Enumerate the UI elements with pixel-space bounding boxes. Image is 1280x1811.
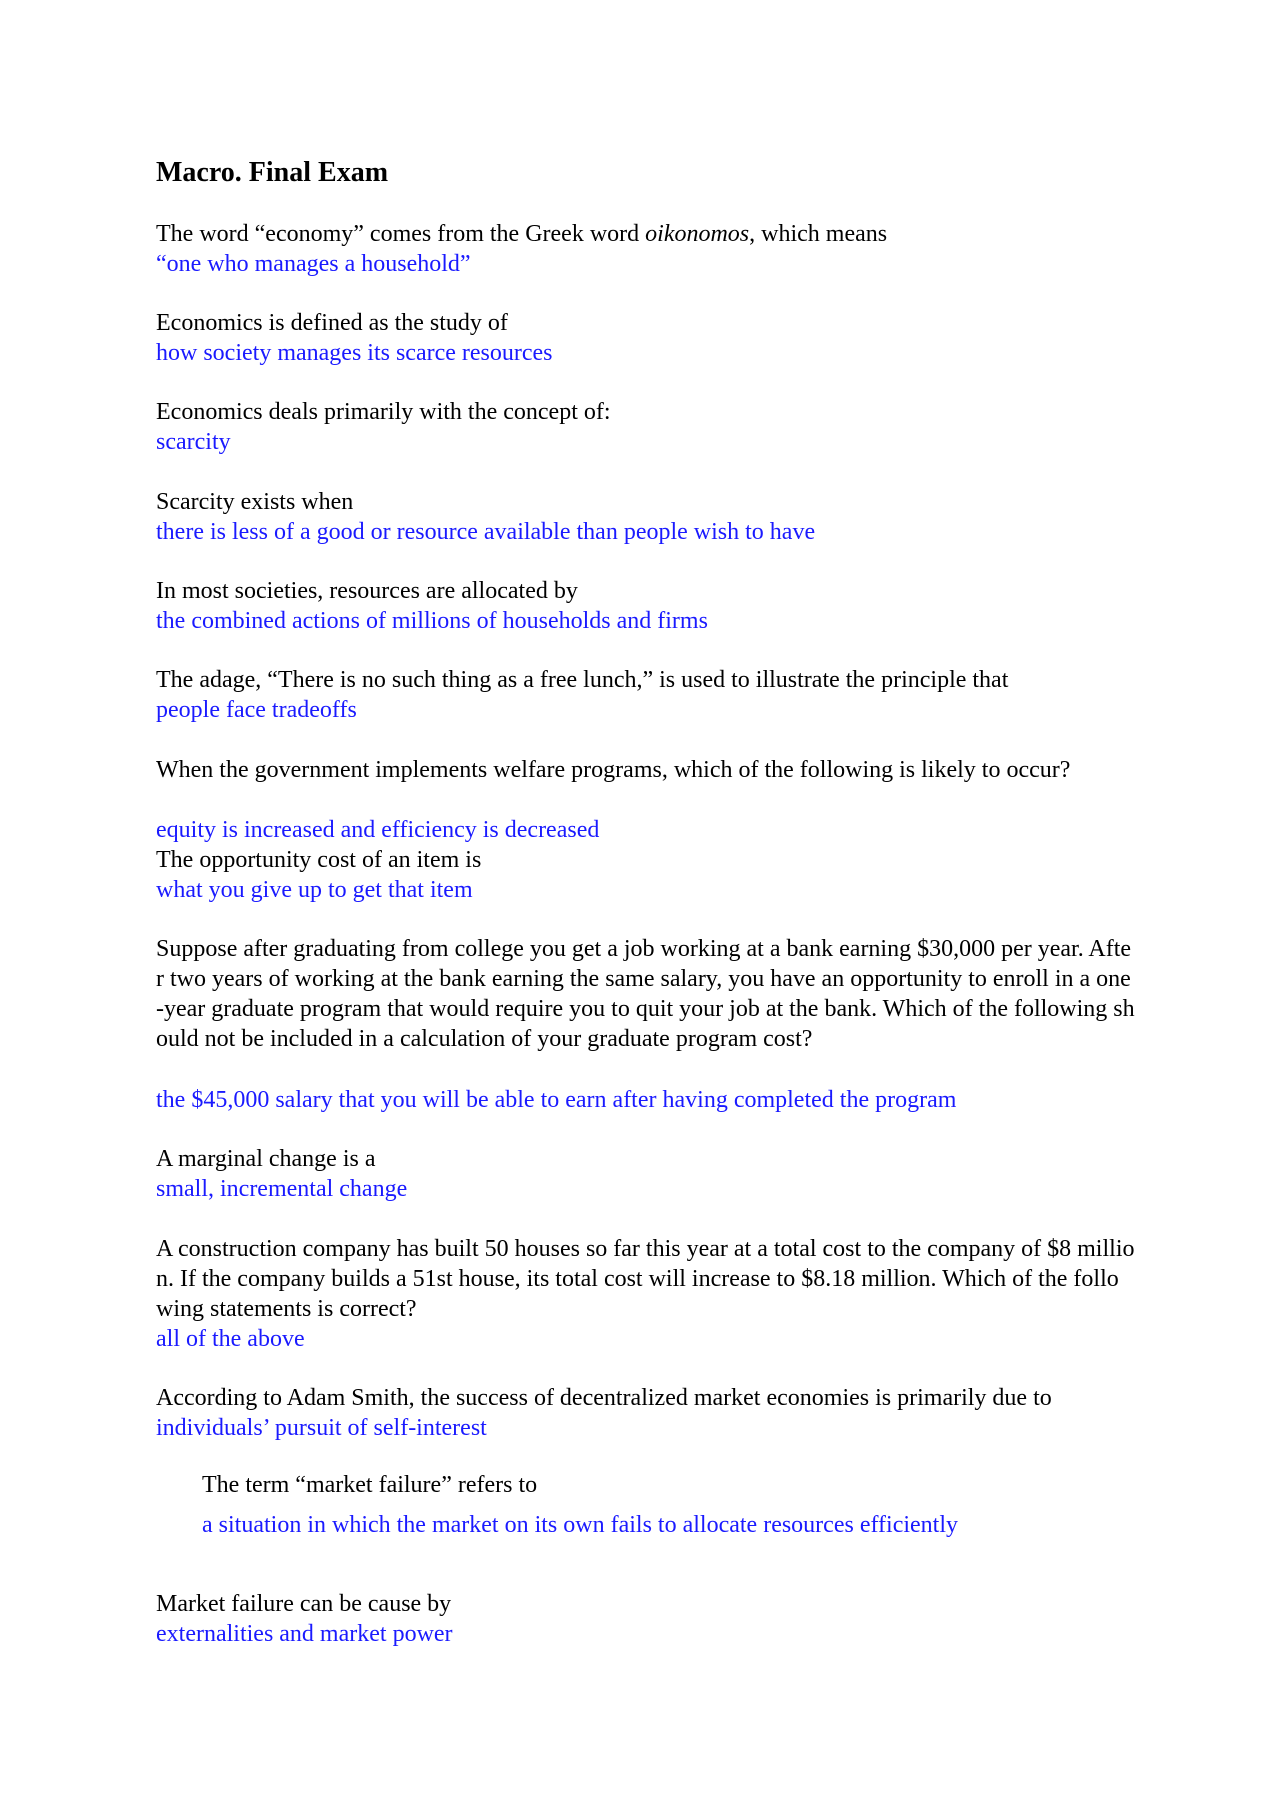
answer-2: how society manages its scarce resources <box>156 340 553 366</box>
answer-4: there is less of a good or resource available than people wish to have <box>156 519 816 545</box>
question-1 <box>156 219 1136 249</box>
question-5: In most societies, resources are allocated by <box>156 578 578 604</box>
answer-13: a situation in which the market on its own fails to allocate resources efficiently <box>202 1512 958 1538</box>
answer-14: externalities and market power <box>156 1621 453 1647</box>
question-1-text-end: , which means <box>749 221 888 247</box>
answer-5: the combined actions of millions of households and firms <box>156 608 708 634</box>
answer-6: people face tradeoffs <box>156 697 357 723</box>
question-6: The adage, “There is no such thing as a free lunch,” is used to illustrate the principle that <box>156 667 1009 693</box>
answer-7: equity is increased and efficiency is decreased <box>156 817 600 843</box>
question-1-greek-word: oikonomos <box>645 221 750 247</box>
question-7: When the government implements welfare programs, which of the following is likely to occur? <box>156 757 1071 783</box>
question-2: Economics is defined as the study of <box>156 310 508 336</box>
question-4: Scarcity exists when <box>156 489 354 515</box>
question-1-text: The word “economy” comes from the Greek word <box>156 221 646 247</box>
answer-12: individuals’ pursuit of self-interest <box>156 1415 487 1441</box>
question-10: A marginal change is a <box>156 1146 376 1172</box>
answer-1: “one who manages a household” <box>156 251 471 277</box>
answer-10: small, incremental change <box>156 1176 408 1202</box>
question-13: The term “market failure” refers to <box>202 1472 538 1498</box>
question-14: Market failure can be cause by <box>156 1591 452 1617</box>
answer-9: the $45,000 salary that you will be able to earn after having completed the program <box>156 1087 957 1113</box>
question-12: According to Adam Smith, the success of decentralized market economies is primarily due to <box>156 1385 1052 1411</box>
question-8: The opportunity cost of an item is <box>156 847 482 873</box>
answer-8: what you give up to get that item <box>156 877 473 903</box>
answer-11: all of the above <box>156 1326 305 1352</box>
question-9: Suppose after graduating from college you get a job working at a bank earning $30,000 per year. After two years of working at the bank earning the same salary, you have an opportunity to enroll in a one-year graduate program that would require you to quit your job at the bank. Which of the following should not be included in a calculation of your graduate program cost? <box>156 936 1135 1052</box>
question-11: A construction company has built 50 houses so far this year at a total cost to the company of $8 million. If the company builds a 51st house, its total cost will increase to $8.18 million. Which of the following statements is correct? <box>156 1236 1135 1322</box>
page-title: Macro. Final Exam <box>156 157 389 188</box>
question-3: Economics deals primarily with the concept of: <box>156 399 611 425</box>
answer-3: scarcity <box>156 429 231 455</box>
